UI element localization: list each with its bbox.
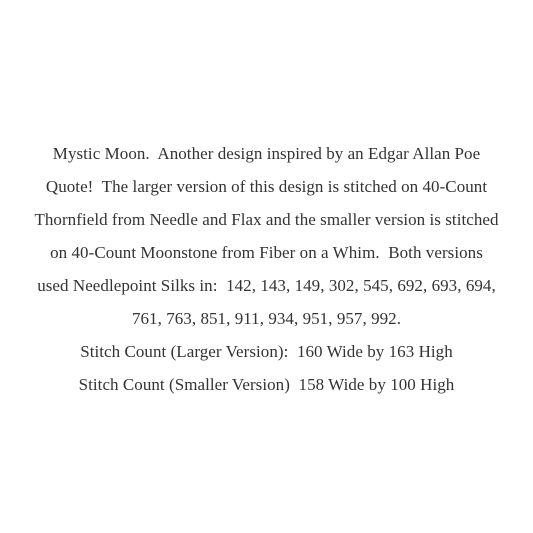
description-line-4: on 40-Count Moonstone from Fiber on a Whim. Both versions	[50, 243, 483, 262]
description-line-2: Quote! The larger version of this design is stitched on 40-Count	[45, 177, 488, 196]
description-line-5: used Needlepoint Silks in: 142, 143, 149, 302, 545, 692, 693, 694,	[37, 276, 496, 295]
stitch-count-smaller: Stitch Count (Smaller Version) 158 Wide by 100 High	[78, 375, 455, 394]
description-line-3: Thornfield from Needle and Flax and the smaller version is stitched	[34, 210, 499, 229]
description-line-1: Mystic Moon. Another design inspired by an Edgar Allan Poe	[52, 144, 481, 163]
description-line-6: 761, 763, 851, 911, 934, 951, 957, 992.	[131, 309, 402, 328]
design-description	[0, 137, 533, 401]
stitch-count-larger: Stitch Count (Larger Version): 160 Wide by 163 High	[80, 342, 453, 361]
